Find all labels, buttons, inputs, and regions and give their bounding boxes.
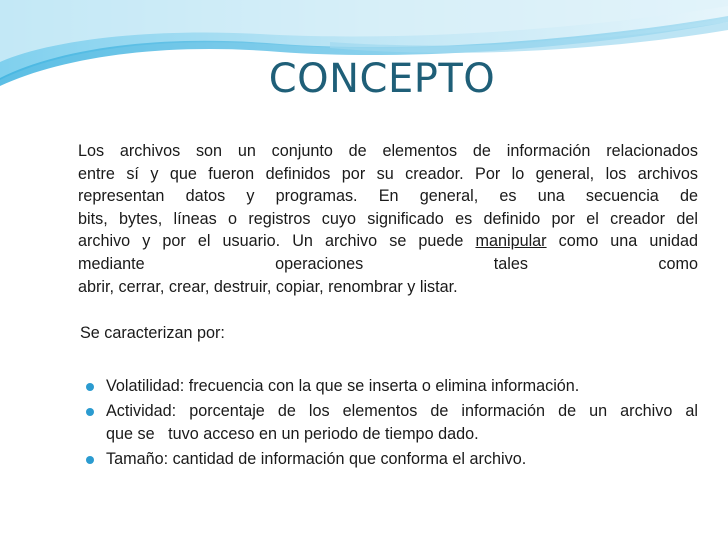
underlined-word: manipular (475, 232, 547, 251)
paragraph-line: abrir, cerrar, crear, destruir, copiar, renombrar y listar. (78, 277, 458, 296)
paragraph-line (78, 230, 698, 253)
bullet-icon (86, 408, 94, 416)
paragraph-text: archivo y por el usuario. Un archivo se puede (78, 232, 476, 251)
bullet-icon (86, 383, 94, 391)
slide-title: CONCEPTO (268, 56, 496, 102)
paragraph-line: Los archivos son un conjunto de elementos de información relacionados (78, 142, 698, 160)
bullet-list (82, 375, 698, 473)
list-item (82, 448, 698, 471)
list-item (82, 400, 698, 446)
paragraph-line: entre sí y que fueron definidos por su creador. Por lo general, los archivos (78, 164, 698, 183)
body-paragraph (78, 140, 698, 298)
bullet-text: Volatilidad: frecuencia con la que se inserta o elimina información. (106, 377, 580, 395)
paragraph-line: bits, bytes, líneas o registros cuyo significado es definido por el creador del (78, 209, 698, 228)
list-item (82, 375, 698, 398)
bullet-icon (86, 456, 94, 464)
paragraph-line: representan datos y programas. En general, es una secuencia de (78, 187, 698, 206)
bullet-text: que se tuvo acceso en un periodo de tiempo dado. (106, 425, 479, 443)
subheading: Se caracterizan por: (80, 324, 225, 342)
paragraph-text: como una unidad (546, 232, 698, 251)
bullet-text: Tamaño: cantidad de información que conforma el archivo. (106, 450, 527, 468)
bullet-text: Actividad: porcentaje de los elementos de información de un archivo al (106, 402, 698, 420)
paragraph-line: mediante operaciones tales como (78, 254, 698, 273)
